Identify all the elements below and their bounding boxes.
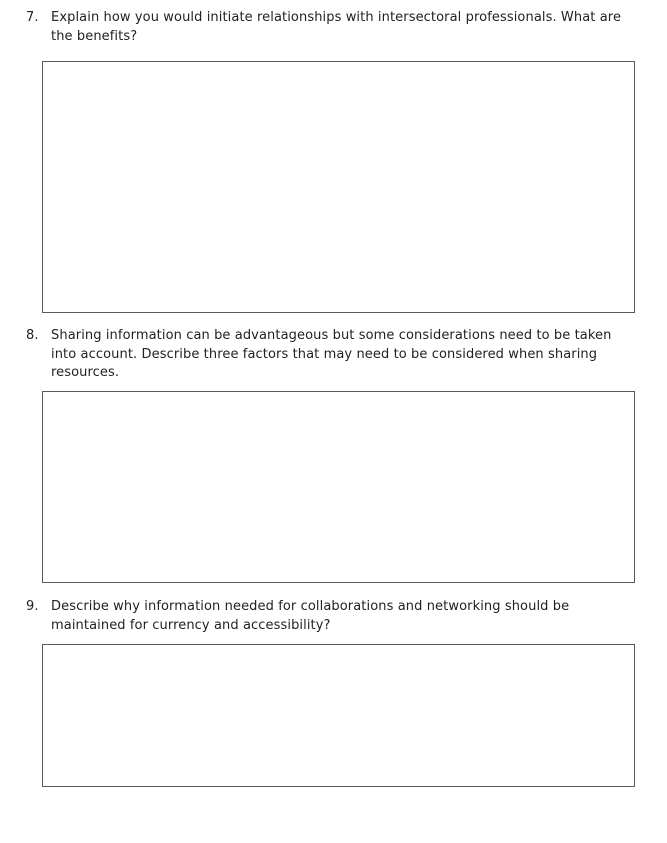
answer-box-8[interactable] [42,391,635,583]
question-text: Sharing information can be advantageous but some considerations need to be taken into account. Describe three factors that may need to be considered when sharing resources. [51,328,612,380]
answer-box-9[interactable] [42,644,635,787]
answer-box-7[interactable] [42,61,635,313]
question-number: 7. [26,10,39,25]
question-number: 8. [26,328,39,343]
question-text: Explain how you would initiate relationships with intersectoral professionals. What are the benefits? [51,10,622,44]
question-8 [26,327,626,383]
question-number: 9. [26,599,39,614]
question-text: Describe why information needed for collaborations and networking should be maintained for currency and accessibility? [51,599,570,633]
question-7 [26,9,626,46]
question-9 [26,598,626,635]
